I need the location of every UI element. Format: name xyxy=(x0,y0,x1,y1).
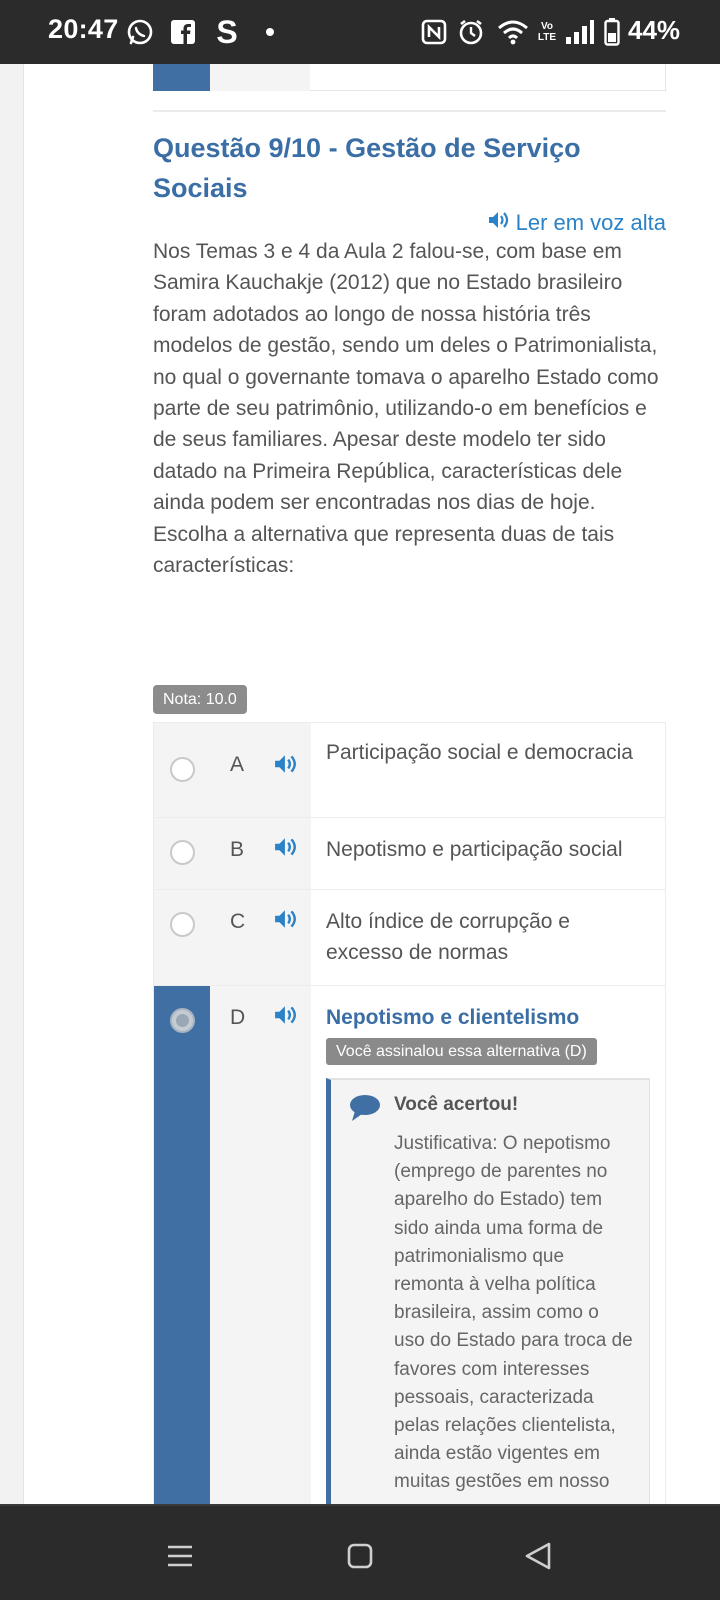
dot-icon xyxy=(262,16,278,48)
read-aloud-label: Ler em voz alta xyxy=(515,210,666,235)
option-a-radio[interactable] xyxy=(170,757,195,782)
option-text: Nepotismo e clientelismo xyxy=(326,1006,580,1029)
option-d-radio[interactable] xyxy=(170,1008,195,1033)
menu-icon[interactable] xyxy=(160,1536,200,1576)
option-a[interactable] xyxy=(153,722,666,817)
status-bar xyxy=(0,0,720,64)
grade-badge: Nota: 10.0 xyxy=(153,685,247,714)
navigation-bar xyxy=(0,1504,720,1600)
question-title: Questão 9/10 - Gestão de Serviço Sociais xyxy=(153,133,581,203)
option-text: Alto índice de corrupção e excesso de normas xyxy=(326,910,570,964)
speaker-icon[interactable] xyxy=(274,908,298,935)
facebook-icon xyxy=(168,16,198,48)
option-letter: D xyxy=(230,1006,246,1029)
battery-icon xyxy=(602,16,622,48)
s-app-icon: S xyxy=(216,13,238,50)
speaker-icon[interactable] xyxy=(274,1004,298,1031)
speaker-icon[interactable] xyxy=(274,753,298,780)
question-divider xyxy=(153,110,666,112)
speaker-icon[interactable] xyxy=(274,836,298,863)
feedback-box xyxy=(326,1078,650,1504)
option-b-radio[interactable] xyxy=(170,840,195,865)
previous-question-row xyxy=(153,64,666,91)
signal-icon xyxy=(564,16,596,48)
feedback-title: Você acertou! xyxy=(394,1094,519,1115)
option-letter: B xyxy=(230,838,245,861)
wifi-icon xyxy=(496,16,530,48)
option-letter: A xyxy=(230,753,245,776)
option-text: Participação social e democracia xyxy=(326,741,633,764)
whatsapp-icon xyxy=(124,16,156,48)
status-time: 20:47 xyxy=(48,14,119,44)
question-body: Nos Temas 3 e 4 da Aula 2 falou-se, com base em Samira Kauchakje (2012) que no Estado brasileiro foram adotados ao longo de nossa história três modelos de gestão, sendo um deles o Patrimonialista, no qual o governante tomava o aparelho Estado como parte de seu patrimônio, utilizando-o em benefícios e de seus familiares. Apesar deste modelo ter sido datado na Primeira República, características dele ainda podem ser encontradas nos dias de hoje. Escolha a alternativa que representa duas de tais características: xyxy=(153,240,659,578)
previous-selected-bar xyxy=(153,64,210,91)
nfc-icon xyxy=(420,16,448,48)
alarm-icon xyxy=(456,16,486,48)
chosen-alternative-badge: Você assinalou essa alternativa (D) xyxy=(326,1038,597,1065)
feedback-text: Justificativa: O nepotismo (emprego de parentes no aparelho do Estado) tem sido ainda uma forma de patrimonialismo que remonta à velha política brasileira, assim como o uso do Estado para troca de favores com interesses pessoais, caracterizada pelas relações clientelista, ainda estão vigentes em muitas gestões em nosso xyxy=(394,1133,633,1493)
comment-icon xyxy=(349,1094,381,1127)
option-d[interactable] xyxy=(153,985,666,1504)
option-c-radio[interactable] xyxy=(170,912,195,937)
option-c[interactable] xyxy=(153,889,666,985)
battery-percent: 44% xyxy=(628,15,681,45)
option-text: Nepotismo e participação social xyxy=(326,838,623,861)
back-icon[interactable] xyxy=(518,1536,558,1576)
page-content xyxy=(0,64,720,1504)
left-gutter xyxy=(0,64,24,1504)
option-b[interactable] xyxy=(153,817,666,889)
speaker-icon xyxy=(488,210,510,236)
read-aloud-link[interactable] xyxy=(488,210,666,236)
home-icon[interactable] xyxy=(340,1536,380,1576)
volte-icon: Vo LTE xyxy=(537,21,557,43)
option-letter: C xyxy=(230,910,246,933)
